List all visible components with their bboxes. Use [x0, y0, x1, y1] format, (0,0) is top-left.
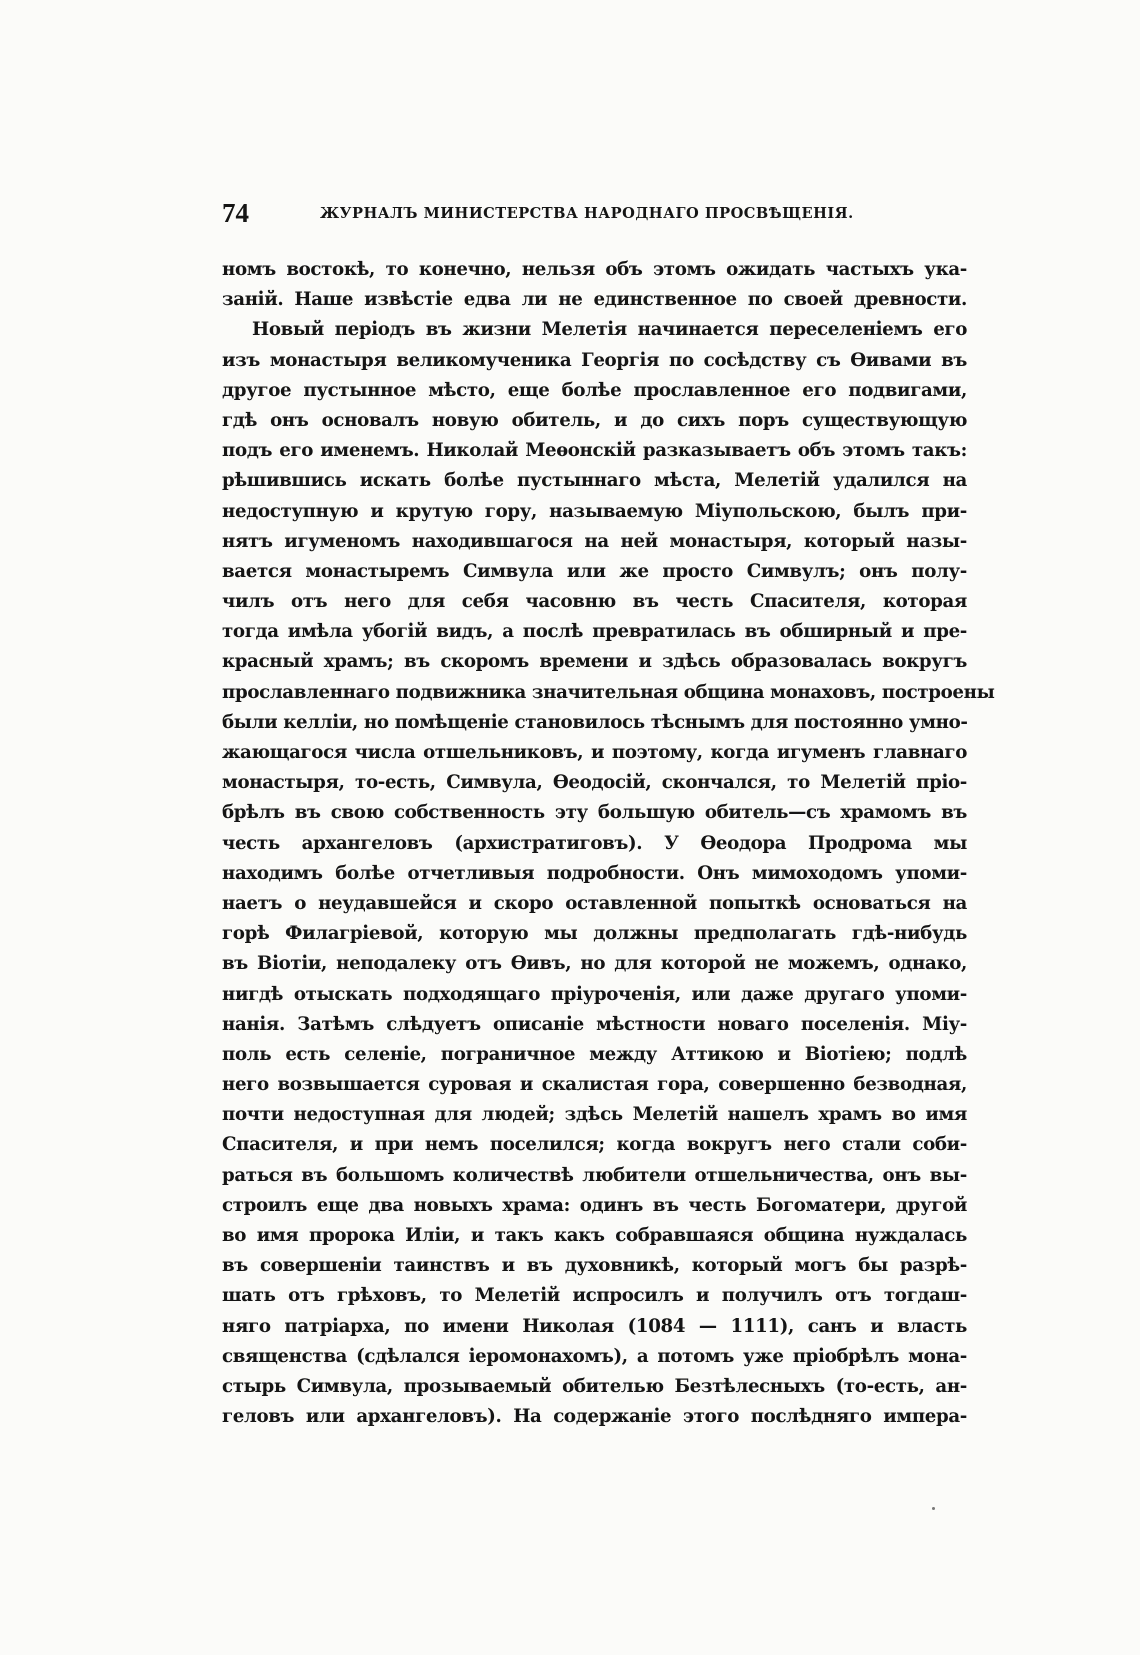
text-line: недоступную и крутую гору, называемую Міупольскою, былъ при- [222, 500, 967, 522]
text-line: гдѣ онъ основалъ новую обитель, и до сихъ поръ существующую [222, 409, 967, 431]
text-line: другое пустынное мѣсто, еще болѣе прославленное его подвигами, [222, 379, 967, 401]
text-line: Спасителя, и при немъ поселился; когда вокругъ него стали соби- [222, 1134, 967, 1156]
ink-speck [932, 1507, 935, 1510]
text-line: чилъ отъ него для себя часовню въ честь Спасителя, которая [222, 591, 967, 613]
text-line: раться въ большомъ количествѣ любители отшельничества, онъ вы- [222, 1164, 967, 1186]
text-line: геловъ или архангеловъ). На содержаніе этого послѣдняго импера- [222, 1406, 967, 1428]
text-line: нятъ игуменомъ находившагося на ней монастыря, который назы- [222, 530, 967, 552]
text-line: няго патріарха, по имени Николая (1084 — 1111), санъ и власть [222, 1315, 967, 1337]
text-line: шать отъ грѣховъ, то Мелетій испросилъ и получилъ отъ тогдаш- [222, 1285, 967, 1307]
text-line: изъ монастыря великомученика Георгія по сосѣдству съ Ѳивами въ [222, 349, 967, 371]
text-line: вается монастыремъ Симвула или же просто Симвулъ; онъ полу- [222, 560, 967, 582]
text-line: монастыря, то-есть, Симвула, Ѳеодосій, скончался, то Мелетій пріо- [222, 772, 967, 794]
page-number: 74 [222, 198, 249, 228]
text-line: рѣшившись искать болѣе пустыннаго мѣста, Мелетій удалился на [222, 470, 967, 492]
text-line: наетъ о неудавшейся и скоро оставленной попыткѣ основаться на [222, 892, 967, 914]
text-line: были келліи, но помѣщеніе становилось тѣснымъ для постоянно умно- [222, 711, 968, 733]
text-line: поль есть селеніе, пограничное между Аттикою и Віотіею; подлѣ [222, 1043, 967, 1065]
text-line: строилъ еще два новыхъ храма: одинъ въ честь Богоматери, другой [222, 1194, 967, 1216]
journal-title: ЖУРНАЛЪ МИНИСТЕРСТВА НАРОДНАГО ПРОСВѢЩЕНІЯ. [320, 205, 854, 222]
text-line: номъ востокѣ, то конечно, нельзя объ этомъ ожидать частыхъ ука- [222, 259, 967, 280]
text-line: во имя пророка Иліи, и такъ какъ собравшаяся община нуждалась [222, 1225, 967, 1246]
text-line: въ совершеніи таинствъ и въ духовникѣ, который могъ бы разрѣ- [222, 1255, 967, 1277]
text-line: стырь Симвула, прозываемый обителью Безтѣлесныхъ (то-есть, ан- [222, 1375, 967, 1397]
body-text [222, 255, 995, 1432]
running-head [222, 198, 967, 232]
text-line: тогда имѣла убогій видъ, а послѣ превратилась въ обширный и пре- [222, 621, 967, 643]
paragraph-first-line: Новый періодъ въ жизни Мелетія начинается переселеніемъ его [252, 319, 967, 341]
text-line: прославленнаго подвижника значительная община монаховъ, построены [222, 681, 995, 703]
text-line: него возвышается суровая и скалистая гора, совершенно безводная, [222, 1074, 967, 1096]
text-line: нанія. Затѣмъ слѣдуетъ описаніе мѣстности новаго поселенія. Міу- [222, 1013, 967, 1035]
text-line: заній. Наше извѣстіе едва ли не единственное по своей древности. [222, 289, 967, 311]
text-line: почти недоступная для людей; здѣсь Мелетій нашелъ храмъ во имя [222, 1104, 967, 1126]
text-line: горѣ Филагріевой, которую мы должны предполагать гдѣ-нибудь [222, 923, 967, 945]
text-line: жающагося числа отшельниковъ, и поэтому, когда игуменъ главнаго [222, 742, 967, 763]
text-line: нигдѣ отыскать подходящаго пріуроченія, или даже другаго упоми- [222, 983, 967, 1005]
text-line: находимъ болѣе отчетливыя подробности. Онъ мимоходомъ упоми- [222, 862, 967, 884]
text-line: въ Віотіи, неподалеку отъ Ѳивъ, но для которой не можемъ, однако, [222, 953, 967, 975]
text-line: подъ его именемъ. Николай Меѳонскій разказываетъ объ этомъ такъ: [222, 440, 967, 462]
text-line: брѣлъ въ свою собственность эту большую обитель—съ храмомъ въ [222, 802, 967, 824]
text-line: священства (сдѣлался іеромонахомъ), а потомъ уже пріобрѣлъ мона- [222, 1345, 967, 1367]
text-line: честь архангеловъ (архистратиговъ). У Ѳеодора Продрома мы [222, 832, 967, 854]
text-line: красный храмъ; въ скоромъ времени и здѣсь образовалась вокругъ [222, 651, 967, 673]
